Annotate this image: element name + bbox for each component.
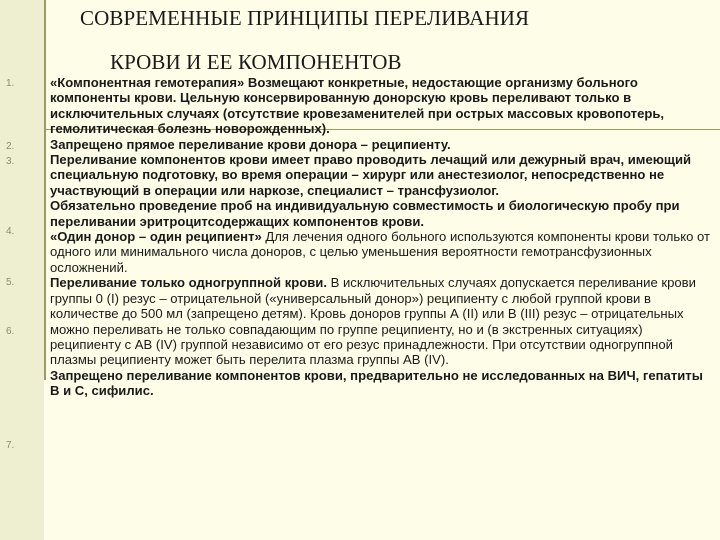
item-number: 6. [6, 326, 15, 337]
item-bold-text: Запрещено прямое переливание крови донора – реципиенту. [50, 136, 451, 152]
list-item [50, 229, 715, 275]
list-item [50, 137, 715, 152]
item-number: 5. [6, 277, 15, 288]
item-regular-text: В исключительных случаях допускается переливание крови группы 0 (I) резус – отрицательной («универсальный донор») реципиенту с любой группой крови в количестве до 500 мл (запрещено детям). Кровь доноров группы А (II) или В (III) резус – отрицательных можно переливать не только совпадающим по группе реципиенту, но и (в экстренных ситуациях) реципиенту с АВ (IV) группой независимо от его резус принадлежности. При отсутствии одногруппной плазмы реципиенту может быть перелита плазма группы АВ (IV). [50, 275, 696, 368]
item-bold-text: Запрещено переливание компонентов крови, предварительно не исследованных на ВИЧ, гепатиты В и С, сифилис. [50, 367, 703, 399]
item-numbers [0, 0, 44, 540]
item-number: 3. [6, 156, 15, 167]
item-regular-text: Для лечения одного больного используются компоненты крови только от одного или минимального числа доноров, с целью уменьшения вероятности гемотрансфузионных осложнений. [50, 229, 711, 275]
list-item [50, 368, 715, 399]
item-bold-text: «Один донор – один реципиент» [50, 229, 262, 245]
item-number: 4. [6, 226, 15, 237]
list-item [50, 198, 715, 229]
items-list [50, 75, 715, 399]
item-number: 1. [6, 78, 15, 89]
list-item [50, 75, 715, 137]
item-number: 2. [6, 141, 15, 152]
list-item [50, 152, 715, 198]
item-bold-text: Обязательно проведение проб на индивидуальную совместимость и биологическую пробу при переливании эритроцитсодержащих компонентов крови. [50, 198, 680, 229]
title-line-2: КРОВИ И ЕЕ КОМПОНЕНТОВ [110, 50, 402, 74]
item-bold-text: Переливание только одногруппной крови. [50, 275, 327, 291]
title-line-1: СОВРЕМЕННЫЕ ПРИНЦИПЫ ПЕРЕЛИВАНИЯ [80, 6, 530, 30]
item-number: 7. [6, 440, 15, 451]
vertical-rule [44, 0, 46, 380]
list-item [50, 275, 715, 367]
item-bold-text: Переливание компонентов крови имеет право проводить лечащий или дежурный врач, имеющий специальную подготовку, во время операции – хирург или анестезиолог, непосредственно не участвующий в операции или наркозе, специалист – трансфузиолог. [50, 152, 692, 198]
item-bold-text: «Компонентная гемотерапия» Возмещают конкретные, недостающие организму больного компоненты крови. Цельную консервированную донорскую кровь переливают только в исключительных случаях (отсутствие кровезаменителей при острых массовых кровопотерь, гемолитическая болезнь новорожденных). [50, 75, 665, 137]
